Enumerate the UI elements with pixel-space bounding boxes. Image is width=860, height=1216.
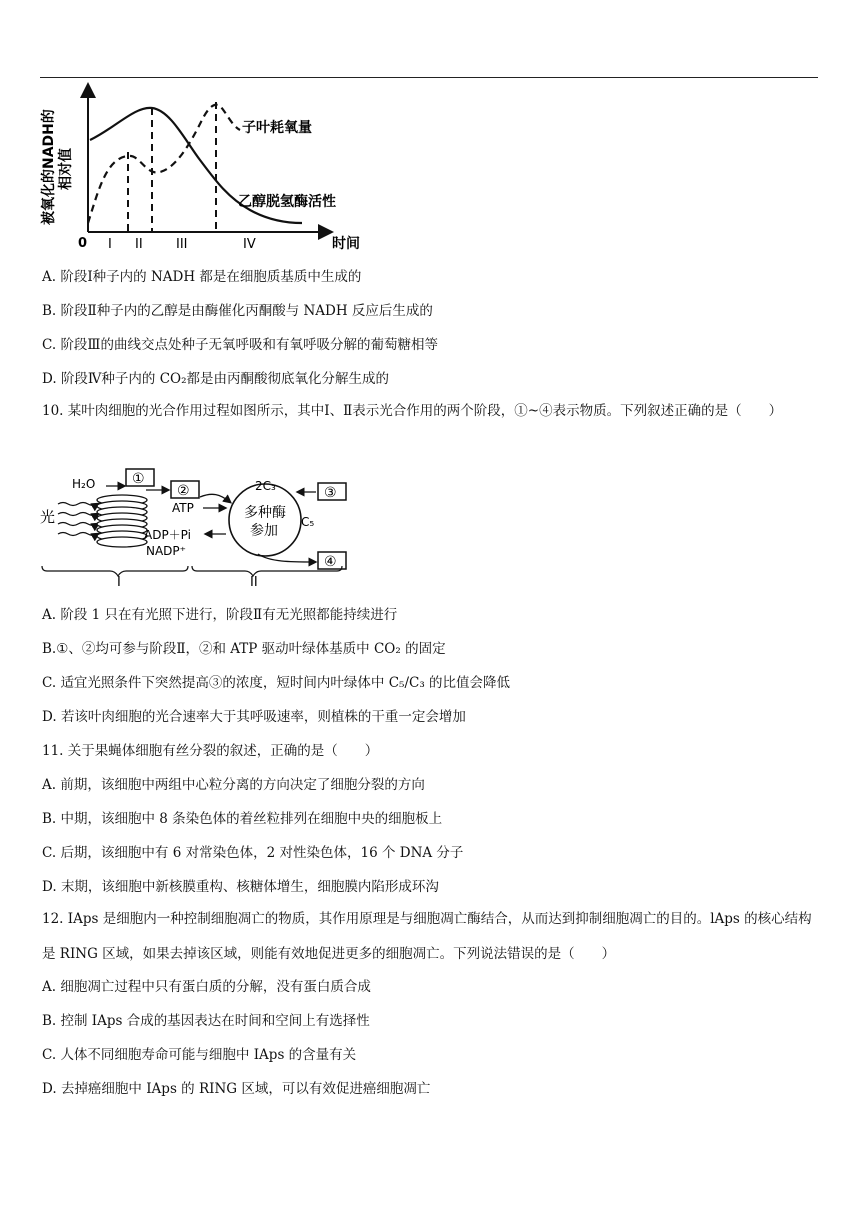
y-axis-label-line1: 被氧化的NADH的	[41, 109, 57, 225]
enzyme-label-1: 多种酶	[244, 505, 286, 521]
brace-stage-1	[42, 566, 188, 576]
option-key: B.	[42, 641, 57, 657]
option-key: C.	[42, 337, 57, 353]
q10-option-d	[42, 708, 466, 726]
stage-label-1: I	[108, 237, 112, 252]
q9-option-c	[42, 336, 438, 354]
light-rays	[58, 503, 98, 536]
oxygen-curve-label: 子叶耗氧量	[242, 120, 312, 136]
atp-label: ATP	[172, 501, 194, 515]
q10-stem: 10. 某叶肉细胞的光合作用过程如图所示，其中Ⅰ、Ⅱ表示光合作用的两个阶段，①~④表示物质。下列叙述正确的是（ ）	[42, 403, 783, 419]
option-text: 阶段Ⅱ种子内的乙醇是由酶催化丙酮酸与 NADH 反应后生成的	[60, 303, 433, 319]
thylakoid-stack	[97, 495, 147, 547]
q11-option-d	[42, 878, 439, 896]
option-text: 末期，该细胞中新核膜重构、核糖体增生，细胞膜内陷形成环沟	[60, 879, 439, 895]
option-text: 控制 IAps 合成的基因表达在时间和空间上有选择性	[60, 1013, 370, 1029]
option-text: ①、②均可参与阶段Ⅱ，②和 ATP 驱动叶绿体基质中 CO₂ 的固定	[56, 641, 446, 657]
option-key: C.	[42, 845, 57, 861]
box-4-label: ④	[324, 554, 337, 570]
stage-label-4: IV	[243, 237, 256, 252]
stage-1-label: I	[117, 575, 121, 587]
h2o-label: H₂O	[72, 477, 96, 491]
option-key: C.	[42, 1047, 57, 1063]
q10-option-c	[42, 674, 510, 692]
q12-option-c	[42, 1046, 356, 1064]
option-key: D.	[42, 1081, 57, 1097]
nadp-label: NADP⁺	[146, 544, 186, 558]
q11-stem: 11. 关于果蝇体细胞有丝分裂的叙述，正确的是（ ）	[42, 743, 379, 759]
option-key: A.	[42, 269, 57, 285]
option-key: B.	[42, 811, 57, 827]
option-key: D.	[42, 709, 57, 725]
c5-label: C₅	[301, 515, 315, 529]
q11-option-b	[42, 810, 442, 828]
q11-option-a	[42, 776, 425, 794]
q9-option-d	[42, 370, 389, 388]
q12-stem: 12. IAps 是细胞内一种控制细胞凋亡的物质，其作用原理是与细胞凋亡酶结合，从而达到抑制细胞凋亡的目的。lAps 的核心结构是 RING 区域，如果去掉该区域，则能有效地促进更多的细胞凋亡。下列说法错误的是（ ）	[42, 911, 812, 962]
q10-option-b	[42, 640, 446, 658]
option-text: 阶段 1 只在有光照下进行，阶段Ⅱ有无光照都能持续进行	[60, 607, 398, 623]
q11-option-c	[42, 844, 463, 862]
oxygen-consumption-curve	[88, 105, 240, 223]
x-axis-label: 时间	[332, 236, 360, 252]
light-label: 光	[40, 508, 56, 526]
box-1-label: ①	[132, 471, 145, 487]
adp-label: ADP＋Pi	[144, 528, 191, 542]
option-text: 若该叶肉细胞的光合速率大于其呼吸速率，则植株的干重一定会增加	[60, 709, 466, 725]
stage-label-3: III	[176, 237, 188, 252]
nadh-graph	[40, 80, 380, 255]
option-key: C.	[42, 675, 57, 691]
option-key: D.	[42, 879, 57, 895]
enzyme-curve-label: 乙醇脱氢酶活性	[238, 194, 336, 210]
q9-option-b	[42, 302, 433, 320]
option-key: A.	[42, 979, 57, 995]
q12-option-b	[42, 1012, 370, 1030]
option-key: B.	[42, 1013, 57, 1029]
box-3-label: ③	[324, 485, 337, 501]
header-rule	[40, 77, 818, 78]
stroma-arrow-top	[200, 494, 230, 502]
q12-option-a	[42, 978, 371, 996]
option-text: 阶段Ⅰ种子内的 NADH 都是在细胞质基质中生成的	[60, 269, 362, 285]
photosynthesis-diagram	[40, 462, 360, 587]
option-key: A.	[42, 607, 57, 623]
q10-option-a	[42, 606, 397, 624]
c3-label: 2C₃	[255, 479, 276, 493]
option-text: 后期，该细胞中有 6 对常染色体，2 对性染色体，16 个 DNA 分子	[60, 845, 464, 861]
option-text: 适宜光照条件下突然提高③的浓度，短时间内叶绿体中 C₅/C₃ 的比值会降低	[60, 675, 511, 691]
stage-2-label: II	[250, 575, 258, 587]
stage-label-2: II	[135, 237, 143, 252]
option-text: 阶段Ⅳ种子内的 CO₂都是由丙酮酸彻底氧化分解生成的	[60, 371, 390, 387]
box-2-label: ②	[177, 483, 190, 499]
y-axis-label-line2: 相对值	[58, 148, 74, 190]
q9-option-a	[42, 268, 361, 286]
option-text: 去掉癌细胞中 IAps 的 RING 区域，可以有效促进癌细胞凋亡	[60, 1081, 431, 1097]
option-text: 细胞凋亡过程中只有蛋白质的分解，没有蛋白质合成	[60, 979, 371, 995]
origin-label: 0	[78, 236, 88, 251]
option-text: 前期，该细胞中两组中心粒分离的方向决定了细胞分裂的方向	[60, 777, 425, 793]
option-text: 人体不同细胞寿命可能与细胞中 IAps 的含量有关	[60, 1047, 357, 1063]
option-key: B.	[42, 303, 57, 319]
option-key: A.	[42, 777, 57, 793]
option-key: D.	[42, 371, 57, 387]
q12-option-d	[42, 1080, 430, 1098]
option-text: 阶段Ⅲ的曲线交点处种子无氧呼吸和有氧呼吸分解的葡萄糖相等	[60, 337, 438, 353]
enzyme-label-2: 参加	[250, 523, 278, 539]
option-text: 中期，该细胞中 8 条染色体的着丝粒排列在细胞中央的细胞板上	[60, 811, 443, 827]
